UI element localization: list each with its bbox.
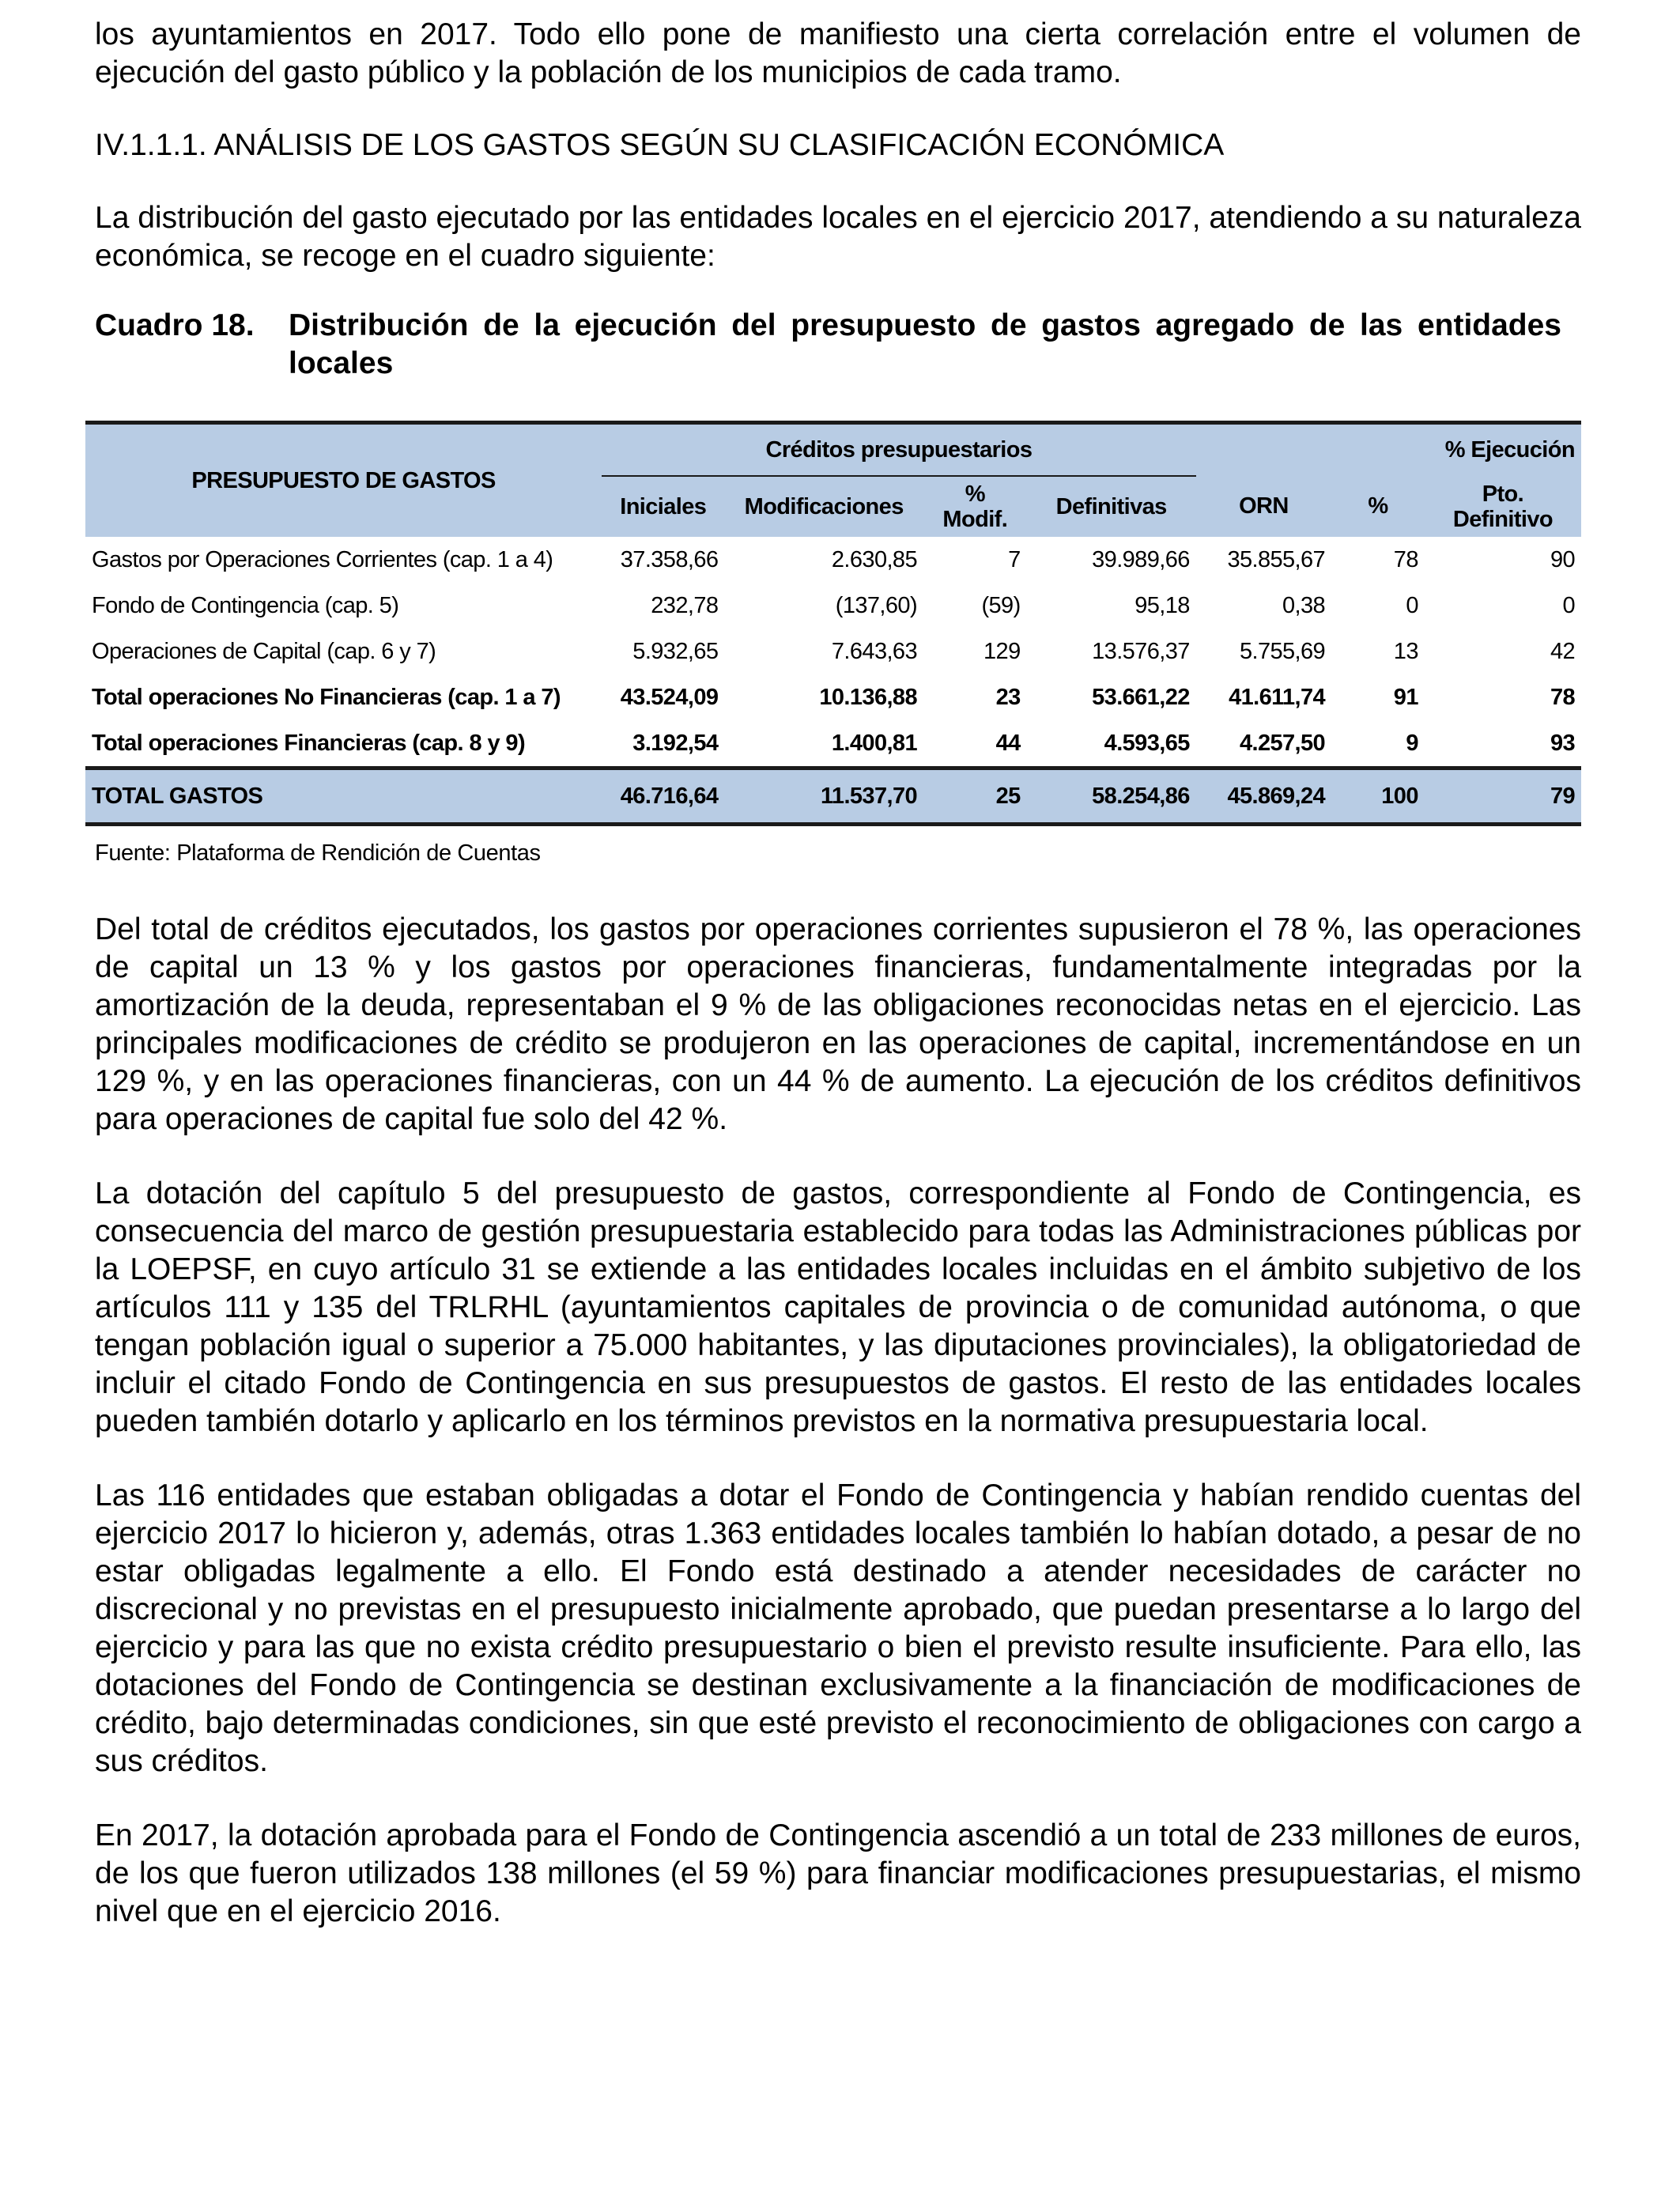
cell-orn: 41.611,74 [1229,684,1326,710]
total-label: TOTAL GASTOS [85,768,602,825]
cell-pct: 91 [1393,684,1418,710]
table-row-subtotal [85,720,1581,768]
cell-orn: 5.755,69 [1239,638,1326,664]
group-header-ejecucion: % Ejecución [1425,423,1581,477]
table-row-subtotal [85,674,1581,720]
col-header-modificaciones: Modificaciones [724,476,923,537]
budget-table [85,421,1581,826]
cell-pto: 93 [1425,720,1581,768]
cell-orn: 45.869,24 [1196,768,1331,825]
header-spacer [1331,423,1425,477]
table-intro-paragraph: La distribución del gasto ejecutado por las entidades locales en el ejercicio 2017, atendiendo a su naturaleza económica, se recoge en el cuadro siguiente: [95,201,1581,273]
intro-paragraph: los ayuntamientos en 2017. Todo ello pone de manifiesto una cierta correlación entre el volumen de ejecución del gasto público y la población de los municipios de cada tramo. [95,17,1581,89]
cell-pct: 100 [1331,768,1425,825]
cell-pto: 78 [1550,684,1575,710]
table-row [85,537,1581,583]
cell-iniciales: 37.358,66 [620,546,719,572]
group-header-creditos: Créditos presupuestarios [602,423,1196,477]
caption-title: Distribución de la ejecución del presupuesto de gastos agregado de las entidades locales [289,308,1561,380]
row-label: Total operaciones No Financieras (cap. 1 a 7) [92,684,561,710]
col-header-iniciales: Iniciales [602,476,724,537]
table-caption [95,307,1581,383]
col-header-pct: % [1331,476,1425,537]
cell-modificaciones: 10.136,88 [819,684,917,710]
col-header-pct-modif [923,476,1027,537]
section-heading: IV.1.1.1. ANÁLISIS DE LOS GASTOS SEGÚN SU CLASIFICACIÓN ECONÓMICA [95,128,1225,162]
cell-definitivas: 95,18 [1134,592,1190,618]
cell-pto: 79 [1425,768,1581,825]
col-header-pto-line1: Pto. [1482,481,1524,507]
col-header-pto-definitivo [1425,476,1581,537]
row-header: PRESUPUESTO DE GASTOS [85,423,602,538]
cell-iniciales: 46.716,64 [602,768,724,825]
cell-definitivas: 13.576,37 [1092,638,1190,664]
table-header [85,423,1581,538]
table-row [85,629,1581,674]
cell-pct-modif: 23 [995,684,1021,710]
cell-orn: 4.257,50 [1196,720,1331,768]
table-row [85,583,1581,629]
cell-pto: 42 [1550,638,1575,664]
cell-modificaciones: 2.630,85 [831,546,917,572]
caption-number: Cuadro 18. [95,308,255,342]
cell-pct-modif: 129 [983,638,1021,664]
document-page [92,16,1581,1967]
cell-definitivas: 39.989,66 [1092,546,1190,572]
cell-pct-modif: 7 [1008,546,1021,572]
cell-modificaciones: 11.537,70 [724,768,923,825]
body-paragraph: Del total de créditos ejecutados, los gastos por operaciones corrientes supusieron el 78 %, las operaciones de capital un 13 % y los gastos por operaciones financieras, fundamentalmente integradas por la amortización de la deuda, representaban el 9 % de las obligaciones reconocidas netas en el ejercicio. Las principales modificaciones de crédito se produjeron en las operaciones de capital, incrementándose en un 129 %, y en las operaciones financieras, con un 44 % de aumento. La ejecución de los créditos definitivos para operaciones de capital fue solo del 42 %. [95,912,1581,1136]
table-body [85,537,1581,825]
cell-pct: 9 [1331,720,1425,768]
cell-modificaciones: 1.400,81 [724,720,923,768]
row-label: Operaciones de Capital (cap. 6 y 7) [92,638,436,664]
row-label: Fondo de Contingencia (cap. 5) [92,592,399,618]
col-header-definitivas: Definitivas [1027,476,1196,537]
cell-iniciales: 3.192,54 [602,720,724,768]
cell-pct: 13 [1393,638,1418,664]
cell-pct-modif: (59) [981,592,1021,618]
cell-iniciales: 43.524,09 [620,684,719,710]
col-header-pct-modif-line2: Modif. [942,507,1008,532]
cell-pct-modif: 44 [923,720,1027,768]
body-paragraph: La dotación del capítulo 5 del presupuesto de gastos, correspondiente al Fondo de Contingencia, es consecuencia del marco de gestión presupuestaria establecido para todas las Administraciones públicas por la LOEPSF, en cuyo artículo 31 se extiende a las entidades locales incluidas en el ámbito subjetivo de los artículos 111 y 135 del TRLRHL (ayuntamientos capitales de provincia o de comunidad autónoma, o que tengan población igual o superior a 75.000 habitantes, y las diputaciones provinciales), la obligatoriedad de incluir el citado Fondo de Contingencia en sus presupuestos de gastos. El resto de las entidades locales pueden también dotarlo y aplicarlo en los términos previstos en la normativa presupuestaria local. [95,1176,1581,1438]
body-paragraph: En 2017, la dotación aprobada para el Fondo de Contingencia ascendió a un total de 233 millones de euros, de los que fueron utilizados 138 millones (el 59 %) para financiar modificaciones presupuestarias, el mismo nivel que en el ejercicio 2016. [95,1818,1581,1928]
cell-orn: 0,38 [1282,592,1326,618]
cell-definitivas: 58.254,86 [1027,768,1196,825]
table-source: Fuente: Plataforma de Rendición de Cuentas [95,840,541,866]
cell-pto: 90 [1550,546,1575,572]
col-header-pct-modif-line1: % [965,481,985,507]
col-header-orn: ORN [1196,476,1331,537]
body-paragraph: Las 116 entidades que estaban obligadas a dotar el Fondo de Contingencia y habían rendido cuentas del ejercicio 2017 lo hicieron y, además, otras 1.363 entidades locales también lo habían dotado, a pesar de no estar obligadas legalmente a ello. El Fondo está destinado a atender necesidades de carácter no discrecional y no previstas en el presupuesto inicialmente aprobado, que puedan presentarse a lo largo del ejercicio y para las que no exista crédito presupuestario o bien el previsto resulte insuficiente. Para ello, las dotaciones del Fondo de Contingencia se destinan exclusivamente a la financiación de modificaciones de crédito, bajo determinadas condiciones, sin que esté previsto el reconocimiento de obligaciones con cargo a sus créditos. [95,1478,1581,1778]
cell-definitivas: 4.593,65 [1027,720,1196,768]
cell-iniciales: 232,78 [651,592,719,618]
cell-pto: 0 [1562,592,1575,618]
cell-iniciales: 5.932,65 [632,638,719,664]
cell-definitivas: 53.661,22 [1092,684,1190,710]
col-header-pto-line2: Definitivo [1452,506,1553,532]
cell-orn: 35.855,67 [1227,546,1326,572]
row-label: Total operaciones Financieras (cap. 8 y 9) [85,720,602,768]
header-spacer [1196,423,1331,477]
cell-pct: 78 [1393,546,1418,572]
table-row-total [85,768,1581,825]
row-label: Gastos por Operaciones Corrientes (cap. 1 a 4) [92,546,553,572]
cell-modificaciones: (137,60) [835,592,917,618]
cell-pct-modif: 25 [923,768,1027,825]
cell-modificaciones: 7.643,63 [831,638,917,664]
cell-pct: 0 [1406,592,1418,618]
